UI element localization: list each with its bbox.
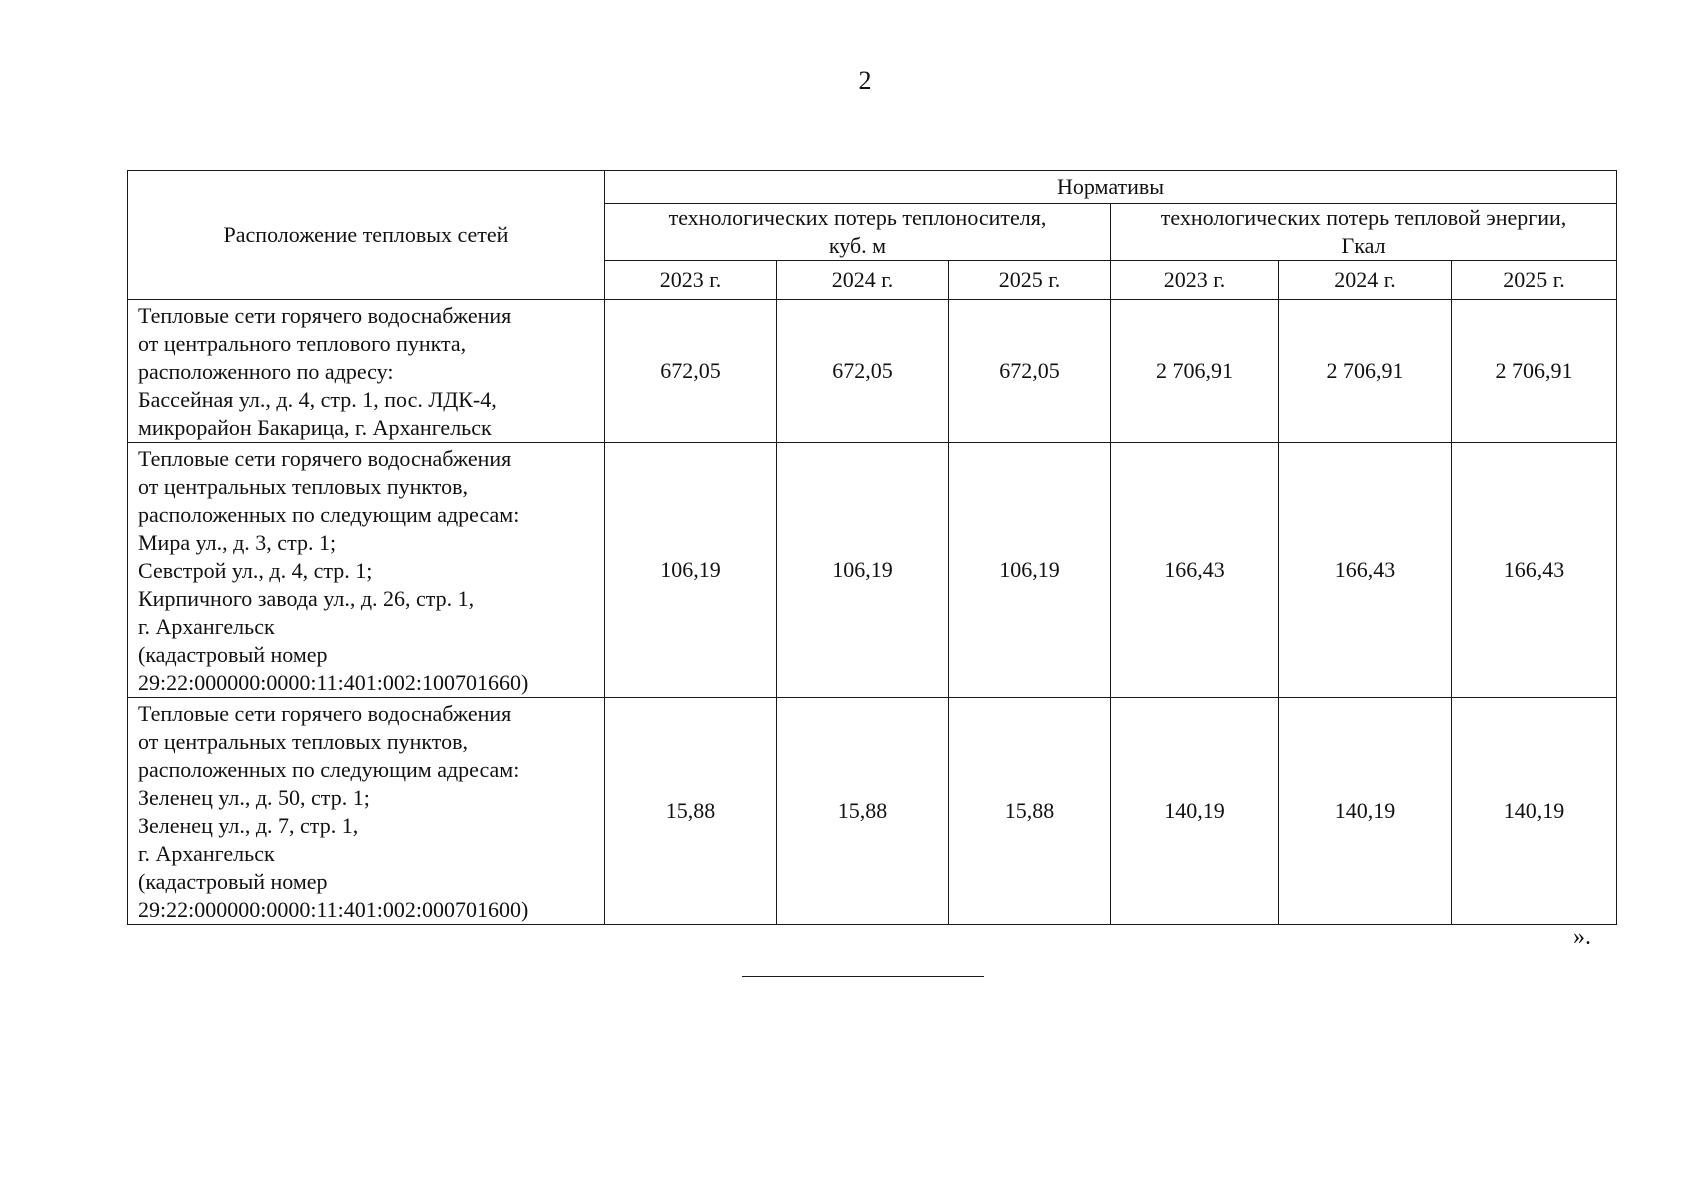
value-cell: 140,19 [1279, 698, 1452, 925]
location-line: Кирпичного завода ул., д. 26, стр. 1, [138, 586, 475, 611]
value-cell: 106,19 [949, 443, 1111, 698]
location-line: 29:22:000000:0000:11:401:002:100701660) [138, 670, 529, 695]
location-line: г. Архангельск [138, 841, 275, 866]
header-year: 2025 г. [949, 261, 1111, 300]
bottom-rule [742, 976, 984, 977]
value-cell: 15,88 [605, 698, 777, 925]
location-line: 29:22:000000:0000:11:401:002:000701600) [138, 897, 529, 922]
header-coolant-losses [605, 204, 1111, 261]
header-year: 2024 г. [777, 261, 949, 300]
header-coolant-losses-unit: куб. м [828, 233, 887, 258]
value-cell: 106,19 [605, 443, 777, 698]
value-cell: 2 706,91 [1279, 300, 1452, 443]
closing-quote: ». [1573, 924, 1591, 950]
location-line: Севстрой ул., д. 4, стр. 1; [138, 558, 373, 583]
location-cell [128, 698, 605, 925]
header-heat-energy-losses-line: технологических потерь тепловой энергии, [1160, 205, 1567, 230]
location-line: Тепловые сети горячего водоснабжения [138, 303, 512, 328]
value-cell: 140,19 [1111, 698, 1279, 925]
table-row [128, 443, 1617, 698]
header-year: 2024 г. [1279, 261, 1452, 300]
location-cell [128, 443, 605, 698]
location-line: (кадастровый номер [138, 869, 328, 894]
value-cell: 140,19 [1452, 698, 1617, 925]
value-cell: 672,05 [777, 300, 949, 443]
value-cell: 672,05 [949, 300, 1111, 443]
header-coolant-losses-line: технологических потерь теплоносителя, [668, 205, 1047, 230]
value-cell: 2 706,91 [1452, 300, 1617, 443]
value-cell: 106,19 [777, 443, 949, 698]
header-year: 2023 г. [605, 261, 777, 300]
location-line: Мира ул., д. 3, стр. 1; [138, 530, 337, 555]
location-line: расположенных по следующим адресам: [138, 757, 520, 782]
table-header [128, 171, 1617, 300]
value-cell: 15,88 [777, 698, 949, 925]
value-cell: 166,43 [1279, 443, 1452, 698]
location-line: Бассейная ул., д. 4, стр. 1, пос. ЛДК-4, [138, 387, 497, 412]
location-line: Зеленец ул., д. 7, стр. 1, [138, 813, 359, 838]
location-line: Зеленец ул., д. 50, стр. 1; [138, 785, 370, 810]
header-location: Расположение тепловых сетей [128, 171, 605, 300]
table-row [128, 300, 1617, 443]
header-heat-energy-losses [1111, 204, 1617, 261]
location-line: от центральных тепловых пунктов, [138, 474, 468, 499]
location-line: микрорайон Бакарица, г. Архангельск [138, 415, 492, 440]
location-line: от центральных тепловых пунктов, [138, 729, 468, 754]
value-cell: 166,43 [1452, 443, 1617, 698]
header-year: 2023 г. [1111, 261, 1279, 300]
location-line: расположенных по следующим адресам: [138, 502, 520, 527]
table-row [128, 698, 1617, 925]
value-cell: 672,05 [605, 300, 777, 443]
location-line: от центрального теплового пункта, [138, 331, 467, 356]
header-year: 2025 г. [1452, 261, 1617, 300]
location-line: (кадастровый номер [138, 642, 328, 667]
location-line: расположенного по адресу: [138, 359, 394, 384]
value-cell: 15,88 [949, 698, 1111, 925]
location-line: Тепловые сети горячего водоснабжения [138, 446, 512, 471]
location-cell [128, 300, 605, 443]
norms-table [127, 170, 1617, 925]
page-number: 2 [858, 66, 872, 95]
value-cell: 166,43 [1111, 443, 1279, 698]
table-body [128, 300, 1617, 925]
value-cell: 2 706,91 [1111, 300, 1279, 443]
header-norms: Нормативы [605, 171, 1617, 204]
header-heat-energy-losses-unit: Гкал [1341, 233, 1386, 258]
location-line: Тепловые сети горячего водоснабжения [138, 701, 512, 726]
location-line: г. Архангельск [138, 614, 275, 639]
